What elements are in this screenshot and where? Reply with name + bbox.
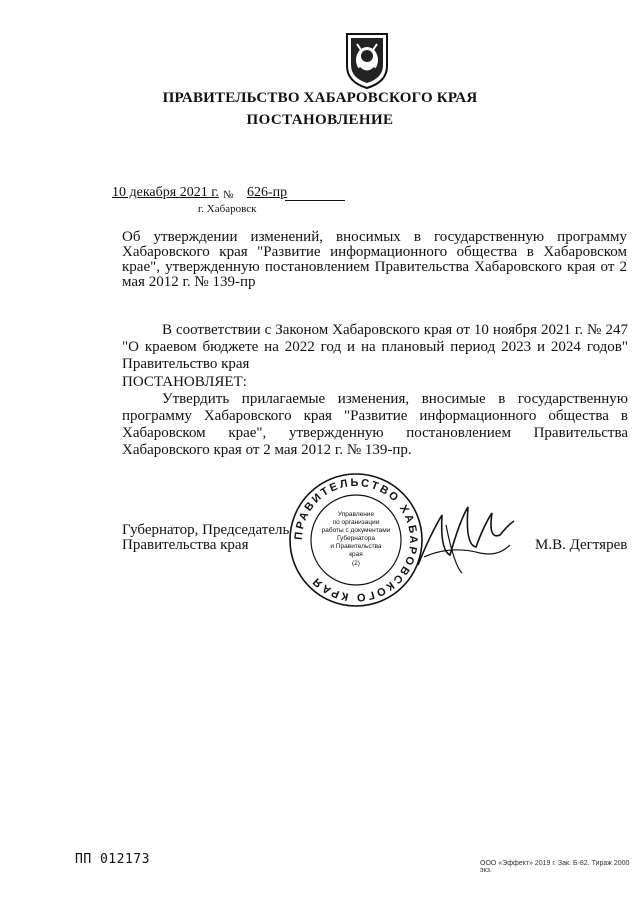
printer-info: ООО «Эффект» 2019 г. Зак. Б-82. Тираж 2000 экз. (480, 860, 630, 874)
preamble-paragraph: В соответствии с Законом Хабаровского края от 10 ноября 2021 г. № 247 "О краевом бюджете на 2022 год и на плановый период 2023 и 2024 годов" Правительство края (122, 322, 628, 372)
stamp-line: по организации (332, 519, 380, 526)
signatory-name: М.В. Дегтярев (535, 537, 628, 553)
document-title: Об утверждении изменений, вносимых в государственную программу Хабаровского края "Развитие информационного общества в Хабаровском крае", утвержденную постановлением Правительства Хабаровского края от 2 мая 2012 г. № 139-пр (122, 229, 627, 290)
stamp-line: (2) (352, 560, 360, 567)
signatory-position-line2: Правительства края (122, 537, 249, 553)
decree-word: ПОСТАНОВЛЯЕТ: (122, 374, 247, 390)
government-header: ПРАВИТЕЛЬСТВО ХАБАРОВСКОГО КРАЯ (162, 90, 478, 106)
official-stamp (288, 472, 424, 608)
document-date: 10 декабря 2021 г. (112, 185, 219, 200)
signatory-position (122, 523, 289, 553)
stamp-line: Управление (337, 511, 375, 518)
number-underline (285, 200, 345, 201)
stamp-line: работы с документами (321, 527, 391, 534)
stamp-outer-text: ПРАВИТЕЛЬСТВО ХАБАРОВСКОГО КРАЯ (292, 476, 420, 604)
signatory-position-line1: Губернатор, Председатель (122, 522, 290, 538)
stamp-line: края (349, 551, 363, 558)
stamp-line: Губернатора (336, 535, 376, 542)
document-city: г. Хабаровск (198, 203, 257, 215)
serial-number: ПП 012173 (75, 852, 150, 867)
document-type: ПОСТАНОВЛЕНИЕ (246, 112, 394, 128)
stamp-line: и Правительства (330, 543, 382, 550)
handwritten-signature (410, 495, 520, 585)
document-number: 626-пр (247, 185, 288, 200)
coat-of-arms-emblem (343, 30, 391, 90)
decree-item-paragraph: Утвердить прилагаемые изменения, вносимые в государственную программу Хабаровского края "Развитие информационного общества в Хабаровском крае", утвержденную постановлением Правительства Хабаровского края от 2 мая 2012 г. № 139-пр. (122, 391, 628, 458)
number-label: № (223, 189, 234, 201)
